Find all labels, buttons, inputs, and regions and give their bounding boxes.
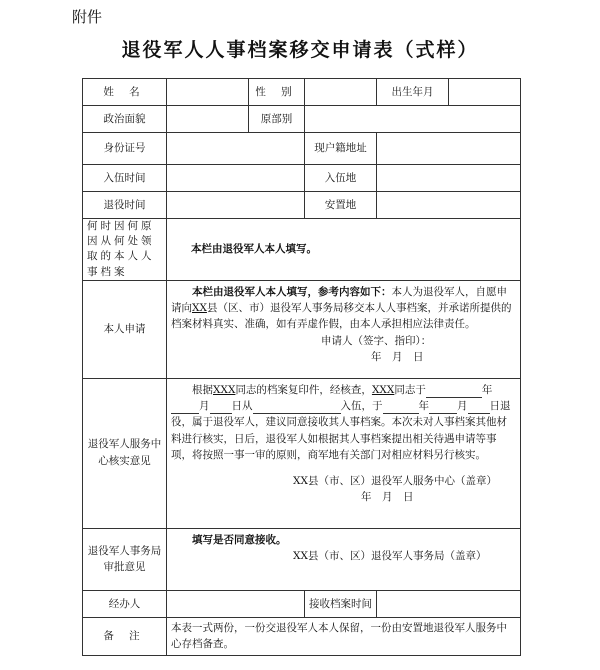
handler-field[interactable] [167,590,305,617]
unit-label: 原部别 [249,106,305,133]
center-xxx-2: XXX [371,383,395,396]
reason-label: 何时因何原因从何处领取的本人人事档案 [83,219,167,281]
residence-label: 现户籍地址 [305,133,377,165]
name-field[interactable] [167,79,249,106]
center-day-from: 日从 [231,400,253,413]
apply-signature: 申请人（签字、指印）： [321,334,432,347]
remarks-label: 备 注 [83,617,167,655]
apply-label: 本人申请 [83,280,167,378]
enlist-time-field[interactable] [167,165,305,192]
apply-date: 年 月 日 [371,350,424,363]
blank-line[interactable] [171,403,199,415]
handler-label: 经办人 [83,590,167,617]
center-date: 年 月 日 [361,491,414,504]
receive-time-field[interactable] [377,590,521,617]
enlist-place-field[interactable] [377,165,521,192]
blank-line[interactable] [383,403,419,415]
retire-time-field[interactable] [167,192,305,219]
apply-text-2: 县（区、市）退役军人事务局移交本人人事档案，并承诺所提供的档案材料真实、准确，如有弄虚作假，由本人承担相应法律责任。 [171,302,512,331]
blank-line[interactable] [253,403,341,415]
service-center-label: 退役军人服务中心核实意见 [83,378,167,528]
center-year: 年 [481,383,493,396]
blank-line[interactable] [468,403,490,415]
gender-field[interactable] [305,79,377,106]
receive-time-label: 接收档案时间 [305,590,377,617]
gender-label: 性 别 [249,79,305,106]
center-xxx-1: XXX [213,383,236,396]
settle-place-field[interactable] [377,192,521,219]
political-label: 政治面貌 [83,106,167,133]
blank-line[interactable] [429,403,457,415]
name-label: 姓 名 [83,79,167,106]
remarks-text: 本表一式两份，一份交退役军人本人保留，一份由安置地退役军人服务中心存档备查。 [167,617,521,655]
apply-xx: XX [192,302,207,315]
center-enlist: 入伍，于 [340,400,383,413]
id-number-field[interactable] [167,133,305,165]
bureau-seal: XX县（市、区）退役军人事务局（盖章） [293,550,487,563]
apply-lead: 本栏由退役军人本人填写，参考内容如下： [192,285,392,298]
affairs-bureau-label: 退役军人事务局审批意见 [83,528,167,590]
enlist-place-label: 入伍地 [305,165,377,192]
enlist-time-label: 入伍时间 [83,165,167,192]
reason-note[interactable]: 本栏由退役军人本人填写。 [167,219,521,281]
settle-place-label: 安置地 [305,192,377,219]
blank-line[interactable] [210,403,232,415]
center-text-3: 同志于 [394,383,426,396]
id-number-label: 身份证号 [83,133,167,165]
attachment-label: 附件 [72,8,103,26]
bureau-note: 填写是否同意接收。 [192,533,287,546]
retire-time-label: 退役时间 [83,192,167,219]
form-title: 退役军人人事档案移交申请表（式样） [121,39,479,61]
application-form-table [82,78,521,656]
center-month: 月 [457,400,468,413]
apply-content[interactable] [167,280,521,378]
center-day-retire: 日退役， [171,400,511,429]
unit-field[interactable] [305,106,521,133]
center-year: 年 [418,400,429,413]
blank-line[interactable] [426,387,482,399]
service-center-content[interactable] [167,378,521,528]
apply-text-1: 本人为退役军人，自愿申请向 [171,285,507,315]
center-month: 月 [199,400,210,413]
political-field[interactable] [167,106,249,133]
birth-field[interactable] [449,79,521,106]
center-text-2: 同志的档案复印件，经核查， [235,383,372,396]
center-text-1: 根据 [192,383,213,396]
center-text-4: 属于退役军人，建议同意接收其人事档案。本次未对人事档案其他材料进行核实，日后，退役军人如根据其人事档案提出相关待遇申请等事项，将按照一事一审的原则，商军地有关部门对相应材料另行核实。 [171,416,507,461]
affairs-bureau-content[interactable] [167,528,521,590]
birth-label: 出生年月 [377,79,449,106]
center-seal: XX县（市、区）退役军人服务中心（盖章） [293,475,497,488]
residence-field[interactable] [377,133,521,165]
